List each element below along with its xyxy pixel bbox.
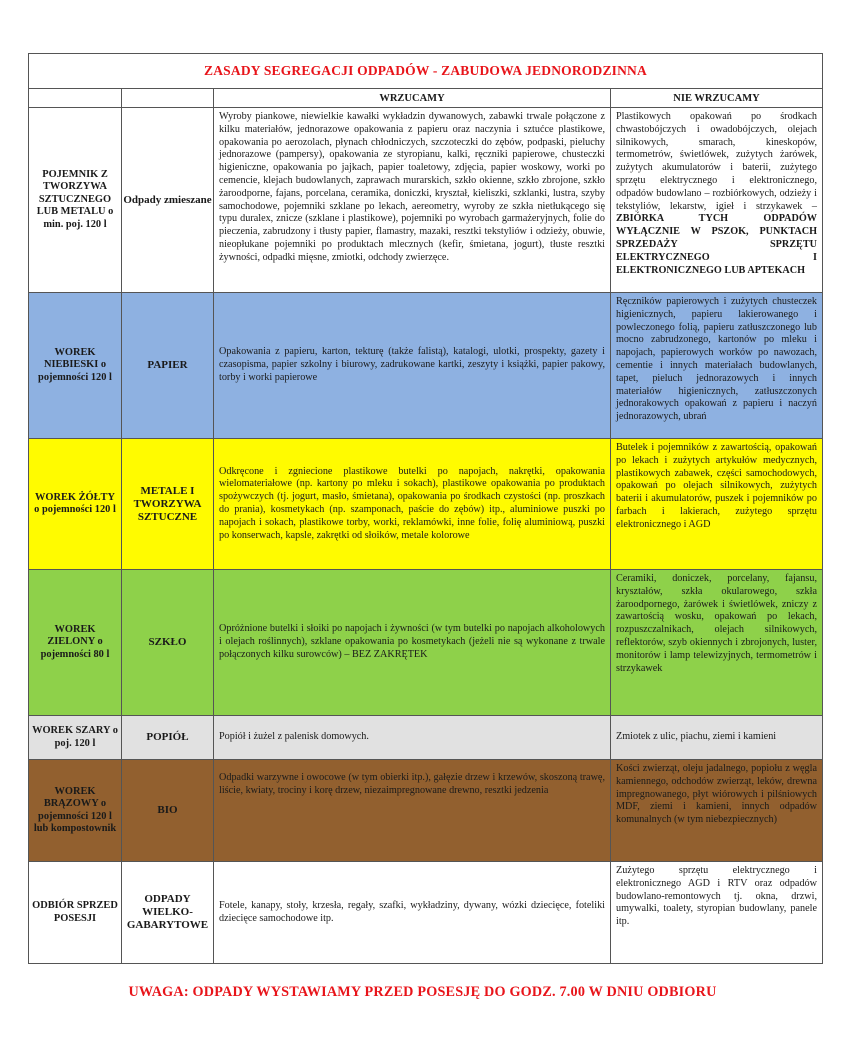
not-put-list: Zmiotek z ulic, piachu, ziemi i kamieni: [611, 716, 823, 760]
put-list: Fotele, kanapy, stoły, krzesła, regały, szafki, wykładziny, dywany, wózki dziecięce, foteliki dziecięce samochodowe itp.: [214, 862, 611, 964]
not-put-list: Zużytego sprzętu elektrycznego i elektronicznego AGD i RTV oraz odpadów budowlano-remontowych tj. okna, drzwi, umywalki, toalety, styropian budowlany, panele itp.: [611, 862, 823, 964]
container-label: POJEMNIK Z TWORZYWA SZTUCZNEGO LUB METALU o min. poj. 120 l: [29, 108, 122, 293]
segregation-table: [28, 53, 823, 964]
table-header: [29, 89, 823, 108]
table-row-bio: [29, 760, 823, 862]
table-row-bulky: [29, 862, 823, 964]
container-label: WOREK NIEBIESKI o pojemności 120 l: [29, 293, 122, 439]
put-list: Opakowania z papieru, karton, tekturę (także falistą), katalogi, ulotki, prospekty, gazety i czasopisma, papier szkolny i biurowy, zadrukowane kartki, zeszyty i książki, papier pakowy, torby i worki papierowe: [214, 293, 611, 439]
header-empty-2: [122, 89, 214, 108]
waste-kind: POPIÓŁ: [122, 716, 214, 760]
not-put-list: [611, 108, 823, 293]
table-row-plastic-metal: [29, 439, 823, 570]
container-label: WOREK SZARY o poj. 120 l: [29, 716, 122, 760]
table-row-ash: [29, 716, 823, 760]
put-list: Popiół i żużel z palenisk domowych.: [214, 716, 611, 760]
put-list: Wyroby piankowe, niewielkie kawałki wykładzin dywanowych, zabawki trwale połączone z kilku materiałów, jednorazowe opakowania z papieru oraz naczynia i sztućce plastikowe, opakowania po aerozolach, płynach chłodniczych, szczoteczki do zębów, podpaski, pieluchy jednorazowe (pampersy), opakowania ze styropianu, kalki, ręczniki papierowe, chusteczki higieniczne, opakowania po jajkach, papier toaletowy, zdjęcia, papier woskowy, worki po cemencie, klejach budowlanych, zaprawach murarskich, szkło okienne, szkło zbrojone, szkło żaroodporne, fajans, porcelana, ceramika, doniczki, kryształ, kieliszki, szklanki, lustra, szyby samochodowe, pojemniki szklane po lekach, aereometry, wyroby ze szkła nietłukącego się typu duralex, znicze (szklane i plastikowe), pojemniki po wyrobach garmażeryjnych, folie do pieczenia, zabrudzony i tłusty papier, flamastry, mazaki, resztki tekstyliów i odzieży, obuwie, nieopłukane pojemniki po produktach mlecznych (kefir, śmietana, jogurt), tłuste resztki żywności, odpadki mięsne, zmiotki, odchody zwierzęce.: [214, 108, 611, 293]
waste-kind: Odpady zmieszane: [122, 108, 214, 293]
container-label: WOREK ŻÓŁTY o pojemności 120 l: [29, 439, 122, 570]
waste-kind: PAPIER: [122, 293, 214, 439]
waste-kind: SZKŁO: [122, 570, 214, 716]
waste-kind: BIO: [122, 760, 214, 862]
not-put-text: Plastikowych opakowań po środkach chwastobójczych i owadobójczych, olejach silnikowych, smarach, kineskopów, termometrów, świetlówek, zużytych żarówek, zużytych akumulatorów i baterii, zużytego sprzętu elektrycznego i elektronicznego, odpadów budowlano – rozbiórkowych, odzieży i tekstyliów, lekarstw, igieł i strzykawek –: [616, 111, 817, 212]
not-put-list: Ręczników papierowych i zużytych chusteczek higienicznych, papieru lakierowanego i powleczonego folią, papieru zatłuszczonego lub mocno zabrudzonego, kartonów po mleku i napojach, papierowych worków po nawozach, cementie i innych materiałach budowlanych, tapet, pieluch jednorazowych i innych materiałów higienicznych, zatłuszczonych jednorakowych opakowań z papieru i naczyń jednorazowych, ubrań: [611, 293, 823, 439]
container-label: WOREK BRĄZOWY o pojemności 120 l lub kompostownik: [29, 760, 122, 862]
table-row-mixed: [29, 108, 823, 293]
not-put-list: Butelek i pojemników z zawartością, opakowań po lekach i zużytych artykułów medycznych, plastikowych zabawek, części samochodowych, opakowań po olejach silnikowych, zużytych baterii i akumulatorów, puszek i pojemników po farbach i lakierach, zużytego sprzętu elektronicznego i AGD: [611, 439, 823, 570]
container-label: WOREK ZIELONY o pojemności 80 l: [29, 570, 122, 716]
header-not-put: NIE WRZUCAMY: [611, 89, 823, 108]
table-row-paper: [29, 293, 823, 439]
header-put: WRZUCAMY: [214, 89, 611, 108]
not-put-list: Ceramiki, doniczek, porcelany, fajansu, kryształów, szkła okularowego, szkła żaroodpornego, żarówek i świetlówek, zniczy z zawartością wosku, opakowań po lekach, rozpuszczalnikach, olejach silnikowych, reflektorów, szyb okiennych i zbrojonych, luster, monitorów i lamp telewizyjnych, termometrów i strzykawek: [611, 570, 823, 716]
not-put-emphasis: ZBIÓRKA TYCH ODPADÓW WYŁĄCZNIE W PSZOK, PUNKTACH SPRZEDAŻY SPRZĘTU ELEKTRYCZNEGO I ELEKTRONICZNEGO LUB APTEKACH: [616, 213, 817, 276]
not-put-list: Kości zwierząt, oleju jadalnego, popiołu z węgla kamiennego, odchodów zwierząt, leków, drewna impregnowanego, płyt wiórowych i pilśniowych MDF, ziemi i kamieni, innych odpadów komunalnych (w tym niebezpiecznych): [611, 760, 823, 862]
page-title: ZASADY SEGREGACJI ODPADÓW - ZABUDOWA JEDNORODZINNA: [29, 54, 823, 89]
table-row-glass: [29, 570, 823, 716]
warning-notice: UWAGA: ODPADY WYSTAWIAMY PRZED POSESJĘ DO GODZ. 7.00 W DNIU ODBIORU: [128, 984, 717, 1000]
waste-kind: ODPADY WIELKO-GABARYTOWE: [122, 862, 214, 964]
put-list: Odkręcone i zgniecione plastikowe butelki po napojach, nakrętki, opakowania wielomateriałowe (np. kartony po mleku i sokach), plastikowe opakowania po produktach spożywczych (tj. jogurt, masło, śmietana), opakowania po środkach czystości (np. proszkach do prania), kosmetykach (np. szamponach, paście do zębów) itp., aluminiowe puszki po napojach i sokach, plastikowe torby, worki, reklamówki, inne folie, folię aluminiową, puszki po konserwach, kapsle, zakrętki od słoików, metale kolorowe: [214, 439, 611, 570]
container-label: ODBIÓR SPRZED POSESJI: [29, 862, 122, 964]
put-list: Odpadki warzywne i owocowe (w tym obierki itp.), gałęzie drzew i krzewów, skoszoną trawę, liście, kwiaty, trociny i korę drzew, niezaimpregnowane drewno, resztki jedzenia: [214, 760, 611, 862]
put-list: Opróżnione butelki i słoiki po napojach i żywności (w tym butelki po napojach alkoholowych i olejach roślinnych), szklane opakowania po kosmetykach (jeżeli nie są wykonane z trwale połączonych kilku surowców) – BEZ ZAKRĘTEK: [214, 570, 611, 716]
header-empty-1: [29, 89, 122, 108]
waste-kind: METALE I TWORZYWA SZTUCZNE: [122, 439, 214, 570]
